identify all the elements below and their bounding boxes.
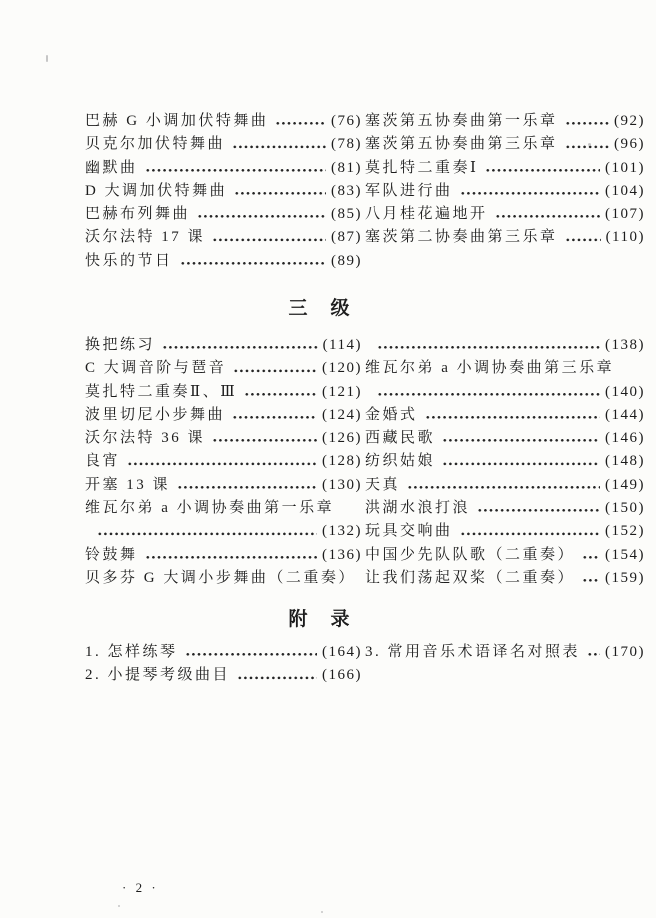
entry-title: 天真 xyxy=(365,476,401,493)
dot-leader xyxy=(244,381,317,404)
entry-page-number: (96) xyxy=(614,136,645,153)
toc-section-grade2-continued xyxy=(85,110,645,273)
entry-page-number: (132) xyxy=(322,523,362,540)
dot-leader xyxy=(180,250,326,273)
entry-title: 莫扎特二重奏Ⅰ xyxy=(365,159,479,176)
entry-page-number: (92) xyxy=(614,113,645,129)
entry-title: 沃尔法特 36 课 xyxy=(85,430,206,447)
entry-page-number: (138) xyxy=(605,337,645,353)
scan-speck xyxy=(46,55,48,62)
toc-entry xyxy=(85,450,362,473)
scan-speck xyxy=(118,905,120,907)
entry-page-number: (78) xyxy=(331,136,362,153)
toc-entry xyxy=(365,641,645,664)
entry-title: 良宵 xyxy=(85,453,121,470)
entry-page-number: (170) xyxy=(605,644,645,660)
dot-leader xyxy=(275,110,326,133)
dot-leader xyxy=(407,474,600,497)
toc-entry-continuation xyxy=(85,520,362,543)
dot-leader xyxy=(477,497,600,520)
toc-entry xyxy=(85,226,362,249)
entry-page-number: (136) xyxy=(322,546,362,563)
scan-speck xyxy=(321,911,323,913)
entry-title: D 大调加伏特舞曲 xyxy=(85,182,228,199)
toc-entry xyxy=(365,404,645,427)
entry-title: 让我们荡起双桨（二重奏） xyxy=(365,569,576,586)
dot-leader xyxy=(232,133,326,156)
entry-title: 换把练习 xyxy=(85,337,156,353)
toc-entry-continuation xyxy=(365,334,645,357)
toc-entry-wrapped-title xyxy=(85,497,362,520)
entry-page-number: (110) xyxy=(605,229,645,246)
entry-title: 贝多芬 G 大调小步舞曲（二重奏） xyxy=(85,569,356,586)
toc-entry xyxy=(85,474,362,497)
toc-entry xyxy=(365,226,645,249)
toc-entry-wrapped-title xyxy=(85,567,362,590)
toc-entry xyxy=(85,404,362,427)
dot-leader xyxy=(587,641,600,664)
entry-page-number: (81) xyxy=(331,159,362,176)
entry-page-number: (152) xyxy=(605,523,645,540)
toc-entry xyxy=(365,180,645,203)
entry-title: 塞茨第二协奏曲第三乐章 xyxy=(365,229,558,246)
toc-entry xyxy=(85,180,362,203)
dot-leader xyxy=(495,203,600,226)
dot-leader xyxy=(442,427,600,450)
entry-title: 军队进行曲 xyxy=(365,182,453,199)
entry-title: 快乐的节日 xyxy=(85,252,173,269)
entry-page-number: (128) xyxy=(322,453,362,470)
toc-entry xyxy=(365,567,645,590)
toc-entry xyxy=(365,497,645,520)
entry-page-number: (144) xyxy=(605,406,645,423)
dot-leader xyxy=(234,180,326,203)
dot-leader xyxy=(460,520,600,543)
dot-leader xyxy=(377,381,600,404)
toc-entry-continuation xyxy=(365,381,645,404)
entry-page-number: (85) xyxy=(331,206,362,223)
entry-title: 洪湖水浪打浪 xyxy=(365,500,471,517)
scan-speck xyxy=(588,143,591,146)
entry-title: 西藏民歌 xyxy=(365,430,436,447)
entry-page-number: (154) xyxy=(605,546,645,563)
entry-title: 莫扎特二重奏Ⅱ、Ⅲ xyxy=(85,383,238,400)
dot-leader xyxy=(377,334,600,357)
toc-entry xyxy=(365,450,645,473)
dot-leader xyxy=(565,226,601,249)
toc-entry xyxy=(85,544,362,567)
toc-entry xyxy=(365,110,645,133)
entry-title: 巴赫布列舞曲 xyxy=(85,206,191,223)
dot-leader xyxy=(145,157,326,180)
toc-entry xyxy=(85,157,362,180)
dot-leader xyxy=(162,334,318,357)
entry-page-number: (83) xyxy=(331,182,362,199)
entry-title: 1. 怎样练琴 xyxy=(85,644,178,660)
entry-page-number: (101) xyxy=(605,159,645,176)
entry-title: 塞茨第五协奏曲第一乐章 xyxy=(365,113,558,129)
entry-title: 中国少先队队歌（二重奏） xyxy=(365,546,576,563)
toc-entry xyxy=(85,250,362,273)
dot-leader xyxy=(127,450,317,473)
entry-title: 2. 小提琴考级曲目 xyxy=(85,667,231,684)
toc-entry xyxy=(85,381,362,404)
entry-page-number: (107) xyxy=(605,206,645,223)
toc-column-left xyxy=(85,334,362,590)
entry-title: 玩具交响曲 xyxy=(365,523,453,540)
toc-entry xyxy=(85,133,362,156)
dot-leader xyxy=(177,474,317,497)
entry-page-number: (124) xyxy=(322,406,362,423)
dot-leader xyxy=(582,544,600,567)
entry-page-number: (87) xyxy=(331,229,362,246)
dot-leader xyxy=(97,520,317,543)
entry-page-number: (121) xyxy=(322,383,362,400)
entry-title: 八月桂花遍地开 xyxy=(365,206,488,223)
dot-leader xyxy=(197,203,326,226)
entry-title: 波里切尼小步舞曲 xyxy=(85,406,226,423)
toc-entry xyxy=(85,357,362,380)
toc-entry-wrapped-title xyxy=(365,357,645,380)
dot-leader xyxy=(212,427,317,450)
toc-entry xyxy=(365,203,645,226)
toc-column-left xyxy=(85,641,362,688)
dot-leader xyxy=(565,133,609,156)
toc-entry xyxy=(365,474,645,497)
entry-page-number: (114) xyxy=(322,337,362,353)
dot-leader xyxy=(237,664,317,687)
toc-column-left xyxy=(85,110,362,273)
entry-page-number: (126) xyxy=(322,430,362,447)
dot-leader xyxy=(185,641,317,664)
entry-title: 开塞 13 课 xyxy=(85,476,171,493)
entry-title: 塞茨第五协奏曲第三乐章 xyxy=(365,136,558,153)
entry-page-number: (120) xyxy=(322,360,362,377)
entry-page-number: (159) xyxy=(605,569,645,586)
toc-entry xyxy=(365,544,645,567)
dot-leader xyxy=(582,567,600,590)
entry-page-number: (148) xyxy=(605,453,645,470)
entry-title: 铃鼓舞 xyxy=(85,546,138,563)
entry-title: 沃尔法特 17 课 xyxy=(85,229,206,246)
section-heading-appendix: 附 录 xyxy=(288,609,352,630)
toc-entry xyxy=(365,157,645,180)
entry-page-number: (150) xyxy=(605,500,645,517)
toc-entry xyxy=(365,520,645,543)
dot-leader xyxy=(212,226,326,249)
toc-column-right xyxy=(365,334,645,590)
toc-entry xyxy=(85,427,362,450)
entry-title: 维瓦尔弟 a 小调协奏曲第三乐章 xyxy=(365,360,615,377)
entry-title: 幽默曲 xyxy=(85,159,138,176)
toc-entry xyxy=(85,664,362,687)
entry-title: C 大调音阶与琶音 xyxy=(85,360,227,377)
dot-leader xyxy=(442,450,600,473)
page-number-footer: · 2 · xyxy=(122,880,159,895)
entry-page-number: (140) xyxy=(605,383,645,400)
dot-leader xyxy=(565,110,609,133)
toc-section-grade3 xyxy=(85,334,645,590)
section-heading-grade3: 三 级 xyxy=(288,298,352,319)
toc-entry xyxy=(365,133,645,156)
toc-entry xyxy=(365,427,645,450)
entry-title: 纺织姑娘 xyxy=(365,453,436,470)
entry-page-number: (164) xyxy=(322,644,362,660)
entry-page-number: (149) xyxy=(605,476,645,493)
entry-title: 维瓦尔弟 a 小调协奏曲第一乐章 xyxy=(85,500,335,517)
entry-page-number: (76) xyxy=(331,113,362,129)
toc-entry xyxy=(85,110,362,133)
toc-section-appendix xyxy=(85,641,645,688)
dot-leader xyxy=(232,404,317,427)
dot-leader xyxy=(460,180,600,203)
entry-page-number: (89) xyxy=(331,252,362,269)
toc-column-right xyxy=(365,110,645,273)
entry-title: 巴赫 G 小调加伏特舞曲 xyxy=(85,113,269,129)
toc-entry xyxy=(85,203,362,226)
entry-title: 3. 常用音乐术语译名对照表 xyxy=(365,644,581,660)
entry-page-number: (146) xyxy=(605,430,645,447)
dot-leader xyxy=(425,404,600,427)
dot-leader xyxy=(485,157,600,180)
toc-entry xyxy=(85,334,362,357)
toc-entry xyxy=(85,641,362,664)
entry-title: 贝克尔加伏特舞曲 xyxy=(85,136,226,153)
entry-page-number: (104) xyxy=(605,182,645,199)
entry-page-number: (166) xyxy=(322,667,362,684)
dot-leader xyxy=(233,357,317,380)
entry-title: 金婚式 xyxy=(365,406,418,423)
toc-column-right xyxy=(365,641,645,688)
dot-leader xyxy=(145,544,317,567)
entry-page-number: (130) xyxy=(322,476,362,493)
